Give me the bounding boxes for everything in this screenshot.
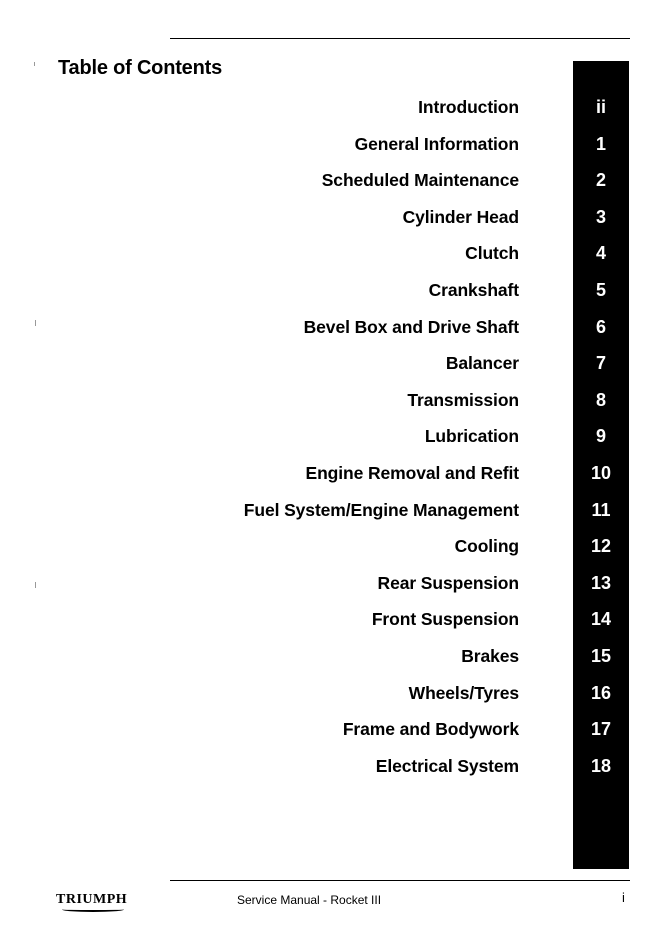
toc-entry-number: 15 [590, 646, 612, 666]
footer-manual-title: Service Manual - Rocket III [237, 893, 382, 907]
toc-entry-number: 12 [590, 536, 612, 557]
toc-entry-number: 16 [590, 682, 612, 703]
toc-entry[interactable] [0, 573, 640, 601]
toc-entry[interactable] [0, 536, 640, 564]
toc-entry[interactable] [0, 756, 640, 784]
toc-entry[interactable] [0, 646, 640, 674]
toc-entry[interactable] [0, 609, 640, 637]
toc-entry[interactable] [0, 390, 640, 418]
logo-swoosh [62, 907, 124, 912]
toc-entry[interactable] [0, 426, 640, 454]
toc-entry[interactable] [0, 317, 640, 345]
toc-entry-label: Transmission [407, 389, 519, 410]
toc-entry-number: 13 [590, 572, 612, 593]
toc-entry-number: 7 [595, 353, 606, 374]
toc-entry-number: 9 [595, 426, 606, 447]
toc-entry-label: Front Suspension [371, 609, 519, 630]
toc-entry-label: Cylinder Head [402, 206, 519, 227]
toc-entry-number: 1 [595, 133, 606, 154]
toc-entry[interactable] [0, 500, 640, 528]
toc-entry-label: Crankshaft [428, 280, 519, 300]
toc-entry[interactable] [0, 280, 640, 308]
toc-entry-label: Fuel System/Engine Management [243, 499, 519, 520]
toc-entry-label: Balancer [445, 353, 519, 374]
toc-entry[interactable] [0, 463, 640, 491]
footer-page-number: i [622, 890, 625, 905]
scan-speck [35, 582, 36, 588]
toc-entry-label: Clutch [465, 243, 519, 264]
toc-entry-number: 6 [595, 316, 606, 337]
toc-entry-number: 8 [595, 389, 606, 410]
scan-speck [35, 320, 36, 326]
toc-entry-label: Electrical System [375, 755, 519, 776]
toc-entry-label: Bevel Box and Drive Shaft [303, 316, 519, 337]
triumph-logo [56, 892, 127, 908]
toc-entry[interactable] [0, 97, 640, 125]
toc-entry-label: Engine Removal and Refit [305, 463, 519, 483]
logo-text: TRIUMPH [56, 892, 128, 907]
toc-entry-label: Brakes [461, 646, 519, 666]
toc-entry-number: ii [595, 97, 606, 117]
toc-entry-label: Rear Suspension [377, 572, 519, 593]
toc-entry[interactable] [0, 719, 640, 747]
toc-entry-label: Frame and Bodywork [342, 719, 519, 740]
toc-entry[interactable] [0, 134, 640, 162]
toc-entry-number: 18 [590, 755, 612, 776]
toc-entry-number: 2 [595, 170, 606, 191]
toc-entry[interactable] [0, 170, 640, 198]
toc-entry-label: Wheels/Tyres [408, 682, 519, 703]
toc-entry-number: 5 [595, 280, 606, 300]
bottom-rule [170, 880, 630, 881]
toc-entry-number: 11 [591, 499, 611, 520]
toc-entry-number: 10 [590, 463, 612, 483]
top-rule [170, 38, 630, 39]
toc-entry[interactable] [0, 207, 640, 235]
toc-entry[interactable] [0, 353, 640, 381]
toc-entry[interactable] [0, 683, 640, 711]
scan-speck [34, 62, 35, 66]
toc-entry-number: 3 [595, 206, 606, 227]
toc-entry-number: 17 [590, 719, 612, 740]
toc-entry-label: Cooling [454, 536, 519, 557]
toc-entry-number: 4 [595, 243, 606, 264]
toc-entry-number: 14 [590, 609, 612, 630]
toc-entry[interactable] [0, 243, 640, 271]
page-title: Table of Contents [58, 57, 223, 79]
toc-entry-label: Introduction [418, 97, 519, 117]
toc-entry-label: Lubrication [424, 426, 519, 447]
toc-entry-label: General Information [354, 133, 519, 154]
toc-entry-label: Scheduled Maintenance [321, 170, 519, 191]
